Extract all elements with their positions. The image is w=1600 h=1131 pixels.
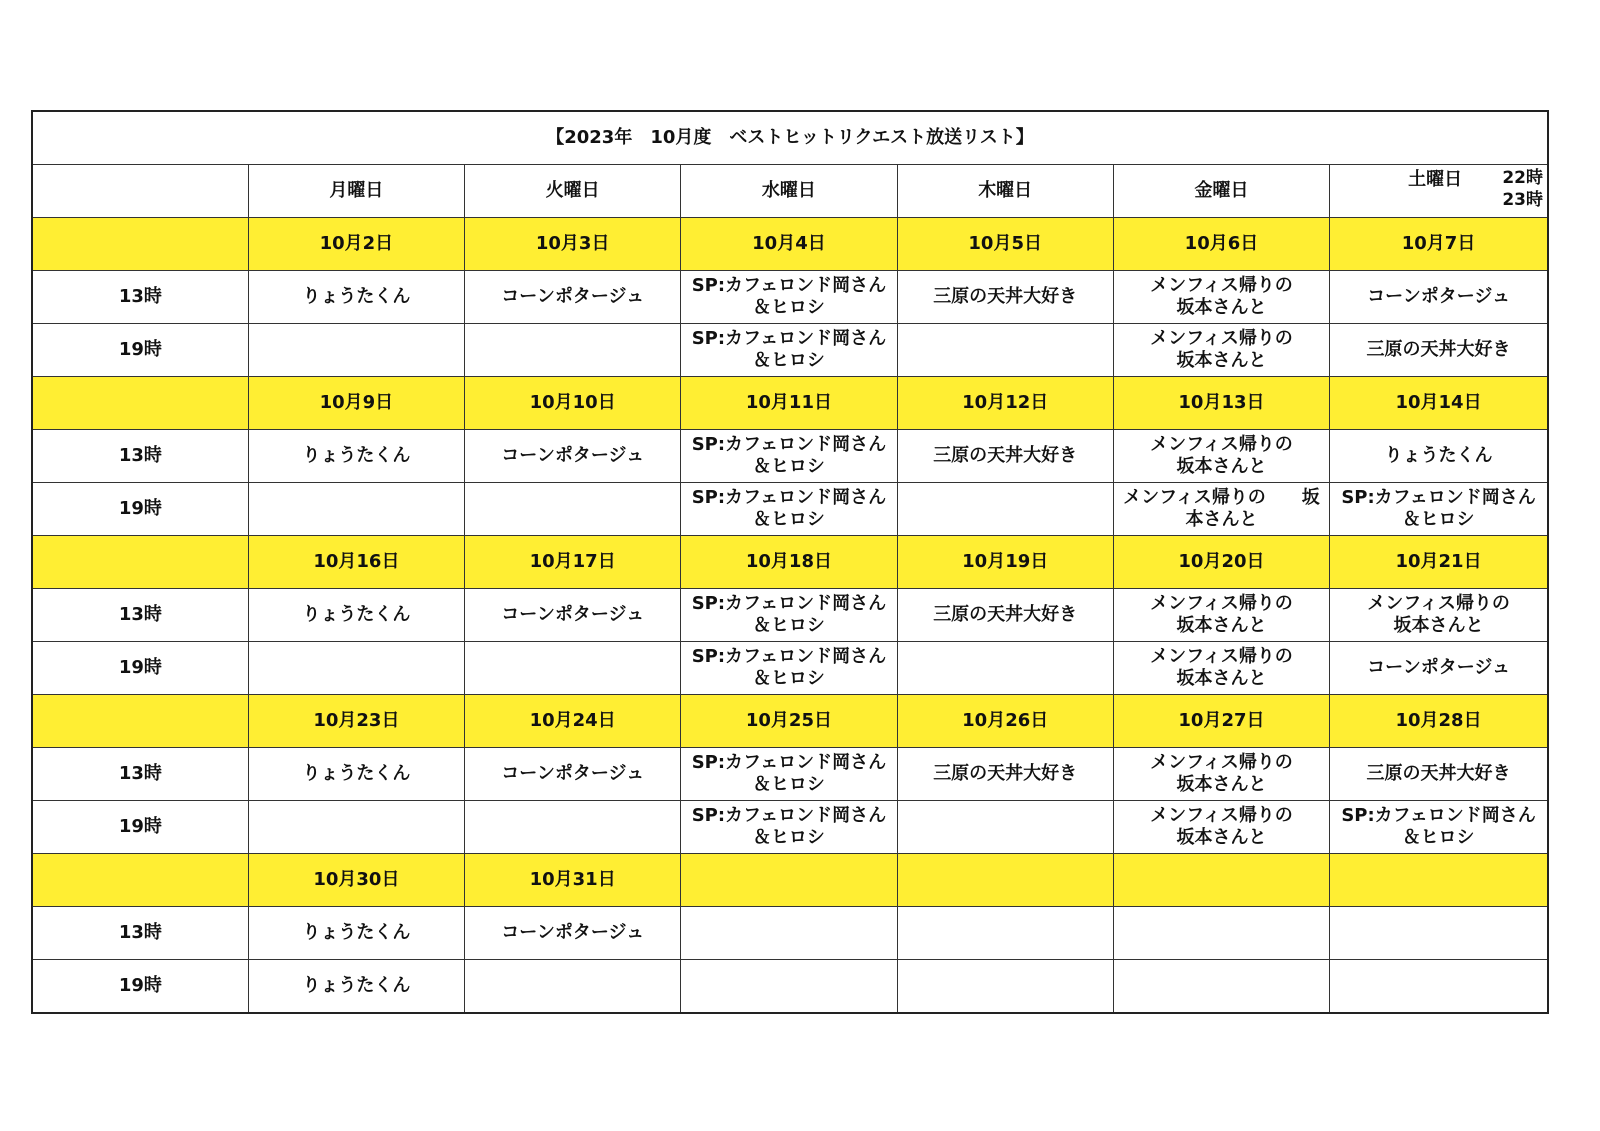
time-slot-label: 13時 xyxy=(32,271,248,324)
time-slot-label: 19時 xyxy=(32,324,248,377)
program-cell xyxy=(1330,589,1548,642)
program-name: コーンポタージュ xyxy=(1367,657,1510,678)
program-cell xyxy=(465,748,681,801)
program-name: SP:カフェロンド岡さん ＆ヒロシ xyxy=(691,752,887,795)
program-name: SP:カフェロンド岡さん ＆ヒロシ xyxy=(691,275,887,318)
program-name: SP:カフェロンド岡さん ＆ヒロシ xyxy=(691,593,887,636)
date-cell: 10月5日 xyxy=(897,218,1113,271)
program-cell xyxy=(465,960,681,1014)
weekday-wednesday: 水曜日 xyxy=(681,165,897,218)
program-cell xyxy=(248,324,464,377)
program-name: メンフィス帰りの 坂本さんと xyxy=(1150,328,1293,371)
date-cell: 10月13日 xyxy=(1113,377,1329,430)
program-cell xyxy=(897,483,1113,536)
program-name: メンフィス帰りの 坂本さんと xyxy=(1367,593,1510,636)
date-cell: 10月3日 xyxy=(465,218,681,271)
program-cell xyxy=(681,748,897,801)
weekday-tuesday: 火曜日 xyxy=(465,165,681,218)
date-cell: 10月31日 xyxy=(465,854,681,907)
program-cell xyxy=(897,748,1113,801)
date-row xyxy=(32,854,1548,907)
program-cell xyxy=(1113,430,1329,483)
weekday-header-row xyxy=(32,165,1548,218)
program-cell xyxy=(248,271,464,324)
program-cell xyxy=(1330,801,1548,854)
program-cell xyxy=(465,907,681,960)
date-cell: 10月17日 xyxy=(465,536,681,589)
date-cell: 10月24日 xyxy=(465,695,681,748)
weekday-friday: 金曜日 xyxy=(1113,165,1329,218)
time-slot-label: 13時 xyxy=(32,589,248,642)
program-cell xyxy=(897,960,1113,1014)
program-name: メンフィス帰りの 坂本さんと xyxy=(1150,752,1293,795)
date-cell: 10月26日 xyxy=(897,695,1113,748)
program-name: SP:カフェロンド岡さん ＆ヒロシ xyxy=(691,646,887,689)
program-cell xyxy=(681,271,897,324)
program-name: りょうたくん xyxy=(302,763,411,784)
program-name: コーンポタージュ xyxy=(1367,286,1510,307)
program-cell xyxy=(465,430,681,483)
program-cell xyxy=(681,642,897,695)
schedule-title: 【2023年 10月度 ベストヒットリクエスト放送リスト】 xyxy=(32,111,1548,165)
weekday-saturday-cell xyxy=(1330,165,1548,218)
program-name: りょうたくん xyxy=(1384,445,1493,466)
time-slot-row xyxy=(32,483,1548,536)
program-cell xyxy=(897,271,1113,324)
program-cell xyxy=(681,483,897,536)
program-name: コーンポタージュ xyxy=(501,922,645,943)
date-cell: 10月11日 xyxy=(681,377,897,430)
program-cell xyxy=(897,801,1113,854)
program-cell xyxy=(465,801,681,854)
date-cell: 10月9日 xyxy=(248,377,464,430)
program-name: メンフィス帰りの 坂本さんと xyxy=(1150,805,1293,848)
program-cell xyxy=(897,324,1113,377)
weekday-thursday: 木曜日 xyxy=(897,165,1113,218)
time-slot-label: 13時 xyxy=(32,748,248,801)
program-cell xyxy=(1330,483,1548,536)
program-cell xyxy=(1113,324,1329,377)
program-name: コーンポタージュ xyxy=(501,763,645,784)
date-row-label-cell xyxy=(32,695,248,748)
program-cell xyxy=(681,324,897,377)
program-cell xyxy=(1113,271,1329,324)
time-slot-row xyxy=(32,324,1548,377)
program-cell xyxy=(248,801,464,854)
date-cell: 10月27日 xyxy=(1113,695,1329,748)
weekday-monday: 月曜日 xyxy=(248,165,464,218)
date-row xyxy=(32,377,1548,430)
program-name: 三原の天丼大好き xyxy=(933,445,1078,466)
program-name: 三原の天丼大好き xyxy=(933,763,1078,784)
time-slot-label: 19時 xyxy=(32,960,248,1014)
program-name: SP:カフェロンド岡さん ＆ヒロシ xyxy=(691,487,887,530)
program-cell xyxy=(1330,907,1548,960)
date-row-label-cell xyxy=(32,377,248,430)
schedule-table xyxy=(31,110,1549,1014)
date-cell: 10月16日 xyxy=(248,536,464,589)
time-slot-row xyxy=(32,430,1548,483)
program-cell xyxy=(897,589,1113,642)
program-cell xyxy=(1330,960,1548,1014)
time-slot-row xyxy=(32,907,1548,960)
program-cell xyxy=(1113,907,1329,960)
date-cell xyxy=(681,854,897,907)
program-name: SP:カフェロンド岡さん ＆ヒロシ xyxy=(691,328,887,371)
program-cell xyxy=(1113,748,1329,801)
date-cell xyxy=(1330,854,1548,907)
time-slot-label: 19時 xyxy=(32,801,248,854)
program-cell xyxy=(897,430,1113,483)
program-name: SP:カフェロンド岡さん ＆ヒロシ xyxy=(1341,487,1536,530)
program-cell xyxy=(465,324,681,377)
date-row xyxy=(32,218,1548,271)
program-name: りょうたくん xyxy=(302,445,411,466)
program-name: りょうたくん xyxy=(302,975,411,996)
program-name: SP:カフェロンド岡さん ＆ヒロシ xyxy=(691,805,887,848)
program-cell xyxy=(248,642,464,695)
date-cell: 10月20日 xyxy=(1113,536,1329,589)
date-cell: 10月25日 xyxy=(681,695,897,748)
time-slot-label: 13時 xyxy=(32,430,248,483)
program-name: 三原の天丼大好き xyxy=(1366,339,1511,360)
date-cell: 10月14日 xyxy=(1330,377,1548,430)
program-cell xyxy=(681,801,897,854)
date-cell: 10月4日 xyxy=(681,218,897,271)
time-slot-label: 19時 xyxy=(32,483,248,536)
title-row xyxy=(32,111,1548,165)
time-slot-label: 19時 xyxy=(32,642,248,695)
date-cell: 10月10日 xyxy=(465,377,681,430)
time-slot-row xyxy=(32,271,1548,324)
program-name: 三原の天丼大好き xyxy=(933,604,1078,625)
program-cell xyxy=(465,589,681,642)
date-cell: 10月7日 xyxy=(1330,218,1548,271)
program-name: メンフィス帰りの 坂本さんと xyxy=(1150,646,1293,689)
date-cell: 10月28日 xyxy=(1330,695,1548,748)
time-slot-row xyxy=(32,642,1548,695)
program-cell xyxy=(465,271,681,324)
date-cell: 10月18日 xyxy=(681,536,897,589)
date-row xyxy=(32,695,1548,748)
date-cell: 10月12日 xyxy=(897,377,1113,430)
program-cell xyxy=(681,589,897,642)
date-cell: 10月21日 xyxy=(1330,536,1548,589)
program-cell xyxy=(248,960,464,1014)
time-slot-label: 13時 xyxy=(32,907,248,960)
date-row xyxy=(32,536,1548,589)
program-name: メンフィス帰りの 坂本さんと xyxy=(1150,593,1293,636)
program-cell xyxy=(1113,801,1329,854)
program-cell xyxy=(1113,960,1329,1014)
program-cell xyxy=(248,483,464,536)
date-cell: 10月23日 xyxy=(248,695,464,748)
date-cell: 10月30日 xyxy=(248,854,464,907)
time-slot-row xyxy=(32,960,1548,1014)
program-cell xyxy=(1113,642,1329,695)
program-cell xyxy=(248,589,464,642)
program-name: メンフィス帰りの 坂 本さんと xyxy=(1123,487,1320,530)
date-row-label-cell xyxy=(32,854,248,907)
program-name: コーンポタージュ xyxy=(501,604,645,625)
date-cell: 10月2日 xyxy=(248,218,464,271)
time-slot-row xyxy=(32,801,1548,854)
date-cell: 10月6日 xyxy=(1113,218,1329,271)
program-name: りょうたくん xyxy=(302,922,411,943)
date-cell: 10月19日 xyxy=(897,536,1113,589)
program-cell xyxy=(248,907,464,960)
date-cell xyxy=(1113,854,1329,907)
program-name: SP:カフェロンド岡さん ＆ヒロシ xyxy=(691,434,887,477)
program-cell xyxy=(465,642,681,695)
program-cell xyxy=(1113,589,1329,642)
time-slot-row xyxy=(32,748,1548,801)
program-cell xyxy=(1330,748,1548,801)
program-cell xyxy=(248,430,464,483)
saturday-time-note: 22時 23時 xyxy=(1502,168,1543,210)
header-corner-cell xyxy=(32,165,248,218)
program-cell xyxy=(1330,430,1548,483)
program-cell xyxy=(897,907,1113,960)
program-cell xyxy=(1330,642,1548,695)
program-cell xyxy=(681,960,897,1014)
program-name: 三原の天丼大好き xyxy=(1366,763,1511,784)
program-name: メンフィス帰りの 坂本さんと xyxy=(1150,434,1293,477)
date-row-label-cell xyxy=(32,536,248,589)
program-name: りょうたくん xyxy=(302,286,411,307)
program-cell xyxy=(1330,324,1548,377)
program-cell xyxy=(681,907,897,960)
schedule-sheet xyxy=(31,110,1549,1014)
program-cell xyxy=(248,748,464,801)
program-cell xyxy=(897,642,1113,695)
program-name: メンフィス帰りの 坂本さんと xyxy=(1150,275,1293,318)
program-cell xyxy=(1113,483,1329,536)
program-name: SP:カフェロンド岡さん ＆ヒロシ xyxy=(1341,805,1536,848)
date-cell xyxy=(897,854,1113,907)
program-cell xyxy=(681,430,897,483)
program-name: コーンポタージュ xyxy=(501,445,645,466)
program-cell xyxy=(465,483,681,536)
program-name: コーンポタージュ xyxy=(501,286,645,307)
program-cell xyxy=(1330,271,1548,324)
program-name: 三原の天丼大好き xyxy=(933,286,1078,307)
date-row-label-cell xyxy=(32,218,248,271)
program-name: りょうたくん xyxy=(302,604,411,625)
time-slot-row xyxy=(32,589,1548,642)
weekday-saturday: 土曜日 xyxy=(1408,169,1463,190)
